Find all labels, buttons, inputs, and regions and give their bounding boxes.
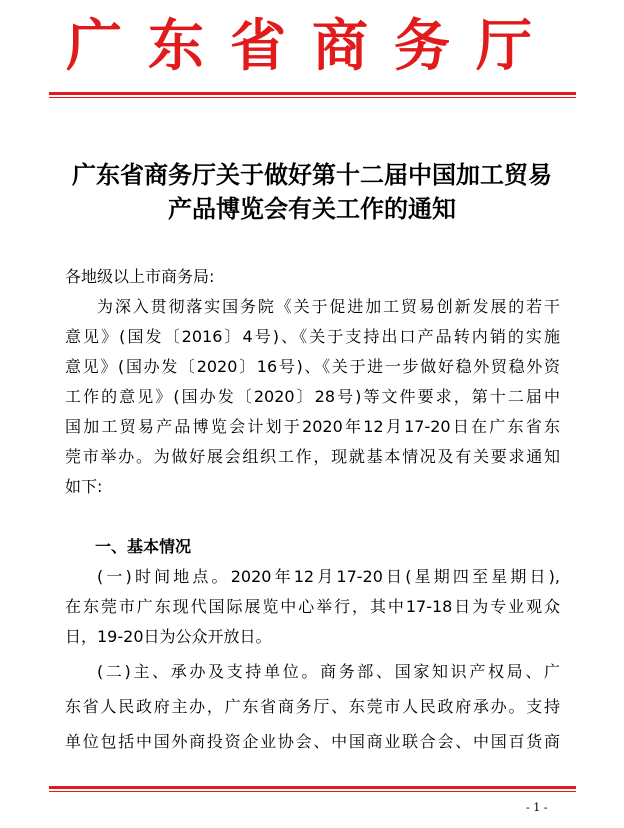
footer-rule-thin <box>49 791 576 792</box>
footer-rule-thick <box>49 786 576 789</box>
agency-header: 广东省商务厅 <box>66 13 558 79</box>
item-1-line-2: 在东莞市广东现代国际展览中心举行，其中17-18日为专业观众 <box>65 597 560 616</box>
section-1-heading: 一、基本情况 <box>95 537 192 556</box>
item-2-line-2: 东省人民政府主办，广东省商务厅、东莞市人民政府承办。支持 <box>65 697 560 716</box>
doc-title-line-1: 广东省商务厅关于做好第十二届中国加工贸易 <box>72 160 552 189</box>
intro-line-5: 国加工贸易产品博览会计划于2020年12月17-20日在广东省东 <box>65 417 560 436</box>
intro-line-2: 意见》(国发〔2016〕4号)、《关于支持出口产品转内销的实施 <box>65 327 560 346</box>
item-1-line-3: 日，19-20日为公众开放日。 <box>65 627 272 646</box>
intro-line-4: 工作的意见》(国办发〔2020〕28号)等文件要求，第十二届中 <box>65 387 560 406</box>
intro-line-3: 意见》(国办发〔2020〕16号)、《关于进一步做好稳外贸稳外资 <box>65 357 560 376</box>
doc-title-line-2: 产品博览会有关工作的通知 <box>168 194 456 223</box>
item-2-line-3: 单位包括中国外商投资企业协会、中国商业联合会、中国百货商 <box>65 732 560 751</box>
item-1-line-1: (一)时间地点。2020年12月17-20日(星期四至星期日), <box>97 567 560 586</box>
intro-line-7: 如下: <box>65 477 103 496</box>
header-rule-thick <box>49 92 576 95</box>
item-2-line-1: (二)主、承办及支持单位。商务部、国家知识产权局、广 <box>97 662 560 681</box>
addressee: 各地级以上市商务局: <box>65 267 215 286</box>
intro-line-6: 莞市举办。为做好展会组织工作，现就基本情况及有关要求通知 <box>65 447 560 466</box>
page-number: - 1 - <box>526 801 548 814</box>
header-rule-thin <box>49 97 576 98</box>
intro-line-1: 为深入贯彻落实国务院《关于促进加工贸易创新发展的若干 <box>97 297 560 316</box>
